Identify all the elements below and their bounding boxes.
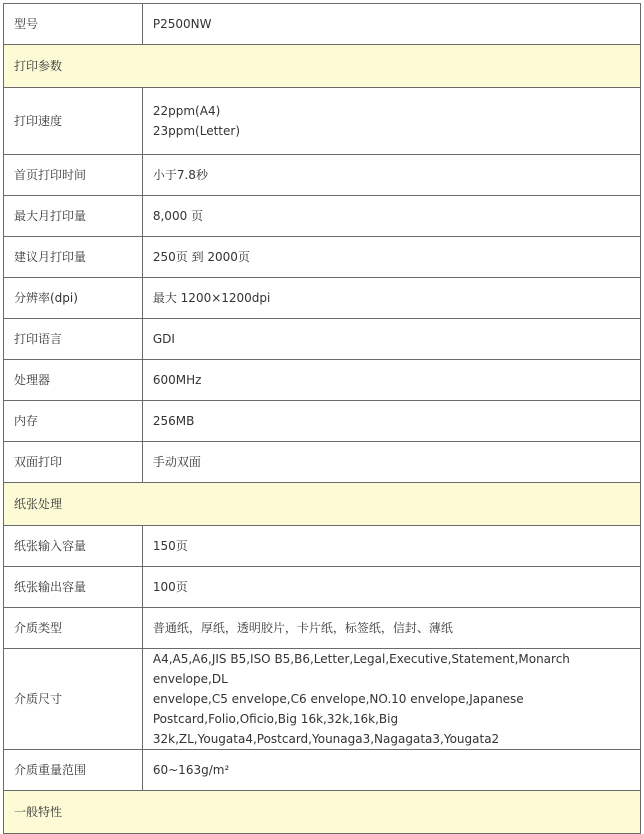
section-title: 打印参数 <box>4 45 641 88</box>
spec-value-line: 最大 1200×1200dpi <box>152 291 271 305</box>
section-header-row <box>4 483 641 526</box>
spec-row <box>4 567 641 608</box>
spec-value <box>142 319 640 360</box>
spec-label: 首页打印时间 <box>4 155 143 196</box>
spec-label: 纸张输出容量 <box>4 567 143 608</box>
spec-row <box>4 4 641 45</box>
spec-value-line: 8,000 页 <box>152 209 204 223</box>
section-title: 纸张处理 <box>4 483 641 526</box>
spec-row <box>4 401 641 442</box>
spec-value <box>142 155 640 196</box>
spec-value <box>142 278 640 319</box>
spec-value-line: 32k,ZL,Yougata4,Postcard,Younaga3,Nagagata3,Yougata2 <box>152 732 500 746</box>
section-header-row <box>4 791 641 834</box>
spec-value-line: GDI <box>152 332 175 346</box>
spec-value-line: 250页 到 2000页 <box>152 250 250 264</box>
spec-value-line: P2500NW <box>152 17 212 31</box>
spec-label: 介质重量范围 <box>4 750 143 791</box>
spec-value <box>142 567 640 608</box>
spec-label: 内存 <box>4 401 143 442</box>
spec-value-line: 256MB <box>152 414 195 428</box>
spec-row <box>4 649 641 750</box>
spec-row <box>4 750 641 791</box>
spec-value-line: 普通纸，厚纸，透明胶片，卡片纸，标签纸，信封、薄纸 <box>152 621 453 635</box>
spec-value <box>142 750 640 791</box>
spec-table-body <box>4 4 641 834</box>
spec-value-line: 60~163g/m² <box>152 763 230 777</box>
spec-value <box>142 442 640 483</box>
section-title: 一般特性 <box>4 791 641 834</box>
spec-label: 型号 <box>4 4 143 45</box>
spec-row <box>4 196 641 237</box>
spec-value-line: 22ppm(A4) <box>152 104 221 118</box>
spec-row <box>4 155 641 196</box>
spec-label: 打印语言 <box>4 319 143 360</box>
spec-row <box>4 360 641 401</box>
spec-label: 介质尺寸 <box>4 649 143 750</box>
spec-row <box>4 319 641 360</box>
spec-value-line: envelope,C5 envelope,C6 envelope,NO.10 envelope,Japanese <box>152 692 524 706</box>
spec-value-line: A4,A5,A6,JIS B5,ISO B5,B6,Letter,Legal,Executive,Statement,Monarch envelope,DL <box>152 652 570 686</box>
spec-value <box>142 649 640 750</box>
spec-row <box>4 237 641 278</box>
spec-label: 分辨率(dpi) <box>4 278 143 319</box>
spec-value-line: Postcard,Folio,Oficio,Big 16k,32k,16k,Big <box>152 712 399 726</box>
spec-row <box>4 88 641 155</box>
spec-value <box>142 196 640 237</box>
spec-value <box>142 526 640 567</box>
spec-value <box>142 360 640 401</box>
spec-row <box>4 278 641 319</box>
spec-value <box>142 88 640 155</box>
spec-value <box>142 4 640 45</box>
spec-value-line: 23ppm(Letter) <box>152 124 240 138</box>
spec-value-line: 150页 <box>152 539 188 553</box>
spec-label: 纸张输入容量 <box>4 526 143 567</box>
spec-row <box>4 526 641 567</box>
spec-value-line: 小于7.8秒 <box>152 168 208 182</box>
spec-value <box>142 608 640 649</box>
spec-label: 介质类型 <box>4 608 143 649</box>
spec-value <box>142 237 640 278</box>
spec-label: 双面打印 <box>4 442 143 483</box>
spec-row <box>4 442 641 483</box>
spec-label: 处理器 <box>4 360 143 401</box>
spec-value-line: 600MHz <box>152 373 202 387</box>
spec-value-line: 手动双面 <box>152 455 201 469</box>
spec-value <box>142 401 640 442</box>
spec-value-line: 100页 <box>152 580 188 594</box>
spec-label: 打印速度 <box>4 88 143 155</box>
spec-label: 建议月打印量 <box>4 237 143 278</box>
spec-label: 最大月打印量 <box>4 196 143 237</box>
spec-row <box>4 608 641 649</box>
section-header-row <box>4 45 641 88</box>
spec-table <box>3 3 641 834</box>
